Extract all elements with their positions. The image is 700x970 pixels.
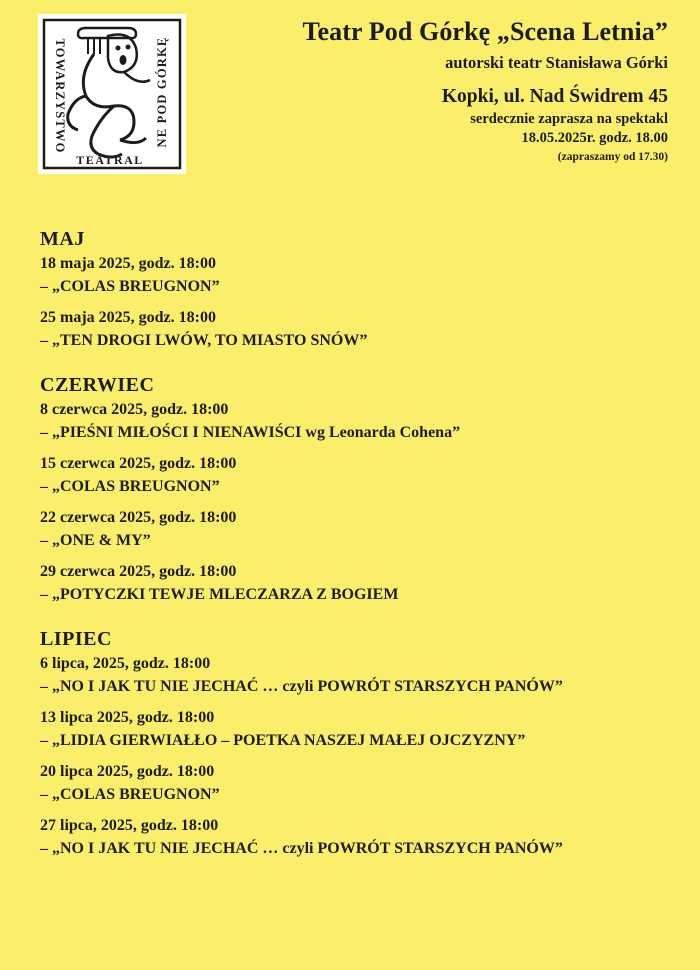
logo-text-bottom: TEATRAL xyxy=(76,153,144,167)
event-date: 18 maja 2025, godz. 18:00 xyxy=(40,255,216,272)
month-heading: MAJ xyxy=(40,228,85,250)
event-item xyxy=(40,706,680,752)
event-item xyxy=(40,760,680,806)
event-item xyxy=(40,560,680,606)
event-title: – „COLAS BREUGNON” xyxy=(40,786,220,803)
event-date: 27 lipca, 2025, godz. 18:00 xyxy=(40,817,219,834)
month-heading: LIPIEC xyxy=(40,628,112,650)
event-date: 13 lipca 2025, godz. 18:00 xyxy=(40,709,215,726)
event-date: 25 maja 2025, godz. 18:00 xyxy=(40,309,216,326)
event-title: – „ONE & MY” xyxy=(40,532,151,549)
month-block-lipiec xyxy=(40,626,680,860)
event-title: – „POTYCZKI TEWJE MLECZARZA Z BOGIEM xyxy=(40,586,399,603)
month-block-maj xyxy=(40,226,680,352)
event-item xyxy=(40,814,680,860)
event-item xyxy=(40,398,680,444)
event-title: – „COLAS BREUGNON” xyxy=(40,478,220,495)
event-title: – „TEN DROGI LWÓW, TO MIASTO SNÓW” xyxy=(40,332,368,349)
event-title: – „COLAS BREUGNON” xyxy=(40,278,220,295)
event-item xyxy=(40,652,680,698)
month-block-czerwiec xyxy=(40,372,680,606)
month-heading: CZERWIEC xyxy=(40,374,155,396)
event-date: 8 czerwca 2025, godz. 18:00 xyxy=(40,401,229,418)
invite-line: serdecznie zaprasza na spektakl xyxy=(470,111,668,127)
program-list xyxy=(40,226,680,880)
event-date: 6 lipca, 2025, godz. 18:00 xyxy=(40,655,211,672)
event-date: 29 czerwca 2025, godz. 18:00 xyxy=(40,563,237,580)
event-title: – „PIEŚNI MIŁOŚCI I NIENAWIŚCI wg Leonarda Cohena” xyxy=(40,424,461,441)
logo-text-right: NE POD GÓRKĘ xyxy=(155,36,169,148)
event-date: 20 lipca 2025, godz. 18:00 xyxy=(40,763,215,780)
event-date: 22 czerwca 2025, godz. 18:00 xyxy=(40,509,237,526)
theatre-title: Teatr Pod Górkę „Scena Letnia” xyxy=(302,17,668,46)
poster-header xyxy=(302,14,668,166)
event-date: 15 czerwca 2025, godz. 18:00 xyxy=(40,455,237,472)
event-item xyxy=(40,306,680,352)
premiere-datetime: 18.05.2025r. godz. 18.00 xyxy=(521,130,668,146)
theatre-mask-figure-icon xyxy=(38,14,186,174)
venue-address: Kopki, ul. Nad Świdrem 45 xyxy=(441,86,668,107)
event-item xyxy=(40,506,680,552)
logo-text-left: TOWARZYSTWO xyxy=(53,38,67,154)
event-title: – „LIDIA GIERWIAŁŁO – POETKA NASZEJ MAŁEJ OJCZYZNY” xyxy=(40,732,526,749)
event-title: – „NO I JAK TU NIE JECHAĆ … czyli POWRÓT STARSZYCH PANÓW” xyxy=(40,678,563,695)
event-item xyxy=(40,452,680,498)
theatre-subtitle: autorski teatr Stanisława Górki xyxy=(445,53,668,72)
event-item xyxy=(40,252,680,298)
theatre-logo xyxy=(38,14,186,174)
event-title: – „NO I JAK TU NIE JECHAĆ … czyli POWRÓT STARSZYCH PANÓW” xyxy=(40,840,563,857)
doors-open-note: (zapraszamy od 17.30) xyxy=(557,151,668,163)
